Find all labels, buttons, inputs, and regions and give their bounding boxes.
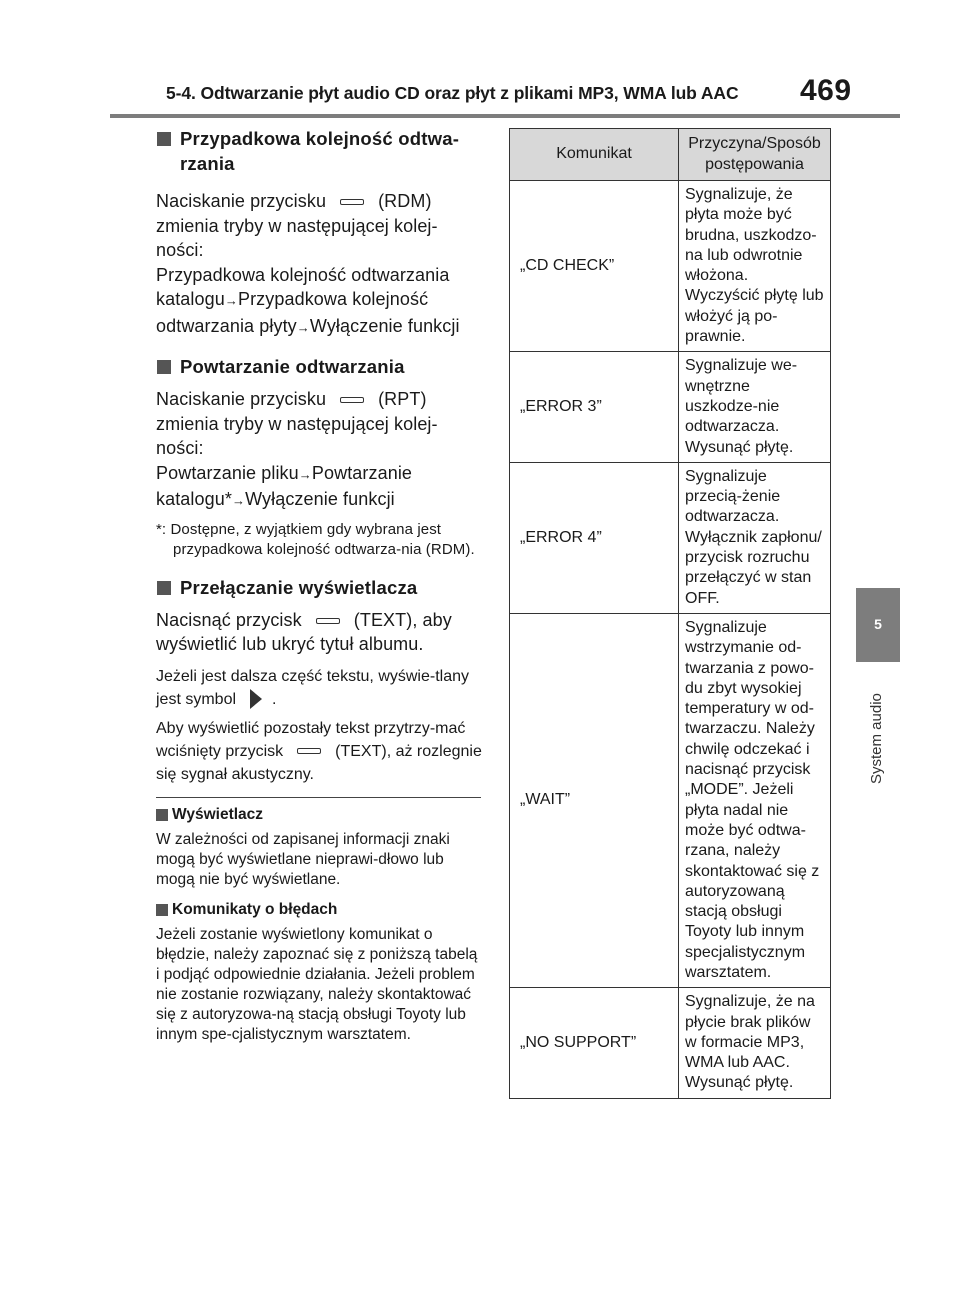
arrow-right-icon: → [231,493,246,508]
info-column [156,805,482,1045]
table-row [510,462,831,613]
square-bullet-icon [156,904,168,916]
chapter-label [866,672,888,792]
more-text-note: Jeżeli jest dalsza część tekstu, wyświe-tlany jest symbol . [156,667,469,708]
arrow-right-icon: → [298,466,312,482]
table-cell-cause: Sygnalizuje wstrzymanie od-twarzania z powo-du zbyt wysokiej temperatury w od-twarzaczu. Należy chwilę odczekać i nacisnąć przycisk „MODE”. Jeżeli płyta nadal nie może być odtwa-rzana, należy skontaktować się z autoryzowaną stacją obsługi Toyoty lub innym specjalistycznym warsztatem. [679,613,831,987]
table-header-message: Komunikat [510,129,679,181]
chapter-label-text: System audio [868,693,885,784]
table-cell-message: „ERROR 4” [510,462,679,613]
arrow-right-icon: → [296,319,310,335]
table-cell-cause: Sygnalizuje we-wnętrzne uszkodze-nie odtwarzacza. Wysunąć płytę. [679,352,831,462]
rdm-button-icon [340,199,364,205]
section-heading-display-switch: Przełączanie wyświetlacza [156,575,482,600]
section-heading-repeat: Powtarzanie odtwarzania [156,354,482,379]
error-messages-table [509,128,831,1099]
table-cell-message: „ERROR 3” [510,352,679,462]
info-heading-errors: Komunikaty o błędach [156,900,482,920]
arrow-right-icon: → [224,293,238,308]
page-number: 469 [800,74,852,107]
random-description: Naciskanie przycisku (RDM) zmienia tryby w następującej kolej-ności: [156,191,438,260]
chapter-number: 5 [874,616,882,632]
info-heading-display: Wyświetlacz [156,805,482,825]
square-bullet-icon [157,360,171,374]
table-cell-message: „NO SUPPORT” [510,988,679,1098]
table-cell-cause: Sygnalizuje, że płyta może być brudna, uszkodzo-na lub odwrotnie włożona. Wyczyścić płytę lub włożyć ją po-prawnie. [679,181,831,352]
repeat-modes: Powtarzanie pliku→Powtarzanie katalogu*→Wyłączenie funkcji [156,462,413,509]
info-text-display: W zależności od zapisanej informacji znaki mogą być wyświetlane nieprawi-dłowo lub mogą nie być wyświetlane. [156,831,450,888]
page-header-title: 5-4. Odtwarzanie płyt audio CD oraz płyt z plikami MP3, WMA lub AAC [166,83,739,103]
table-cell-cause: Sygnalizuje przecią-żenie odtwarzacza. Wyłącznik zapłonu/ przycisk rozruchu przełączyć w stan OFF. [679,462,831,613]
table-cell-cause: Sygnalizuje, że na płycie brak plików w formacie MP3, WMA lub AAC. Wysunąć płytę. [679,988,831,1098]
table-header-row [510,129,831,181]
table-cell-message: „WAIT” [510,613,679,987]
square-bullet-icon [157,581,171,595]
square-bullet-icon [157,132,171,146]
repeat-footnote: *: Dostępne, z wyjątkiem gdy wybrana jest przypadkowa kolejność odtwarza-nia (RDM). [156,520,475,558]
table-header-cause: Przyczyna/Sposób postępowania [679,129,831,181]
main-column [156,126,482,786]
scroll-text-note: Aby wyświetlić pozostały tekst przytrzy-mać wciśnięty przycisk (TEXT), aż rozlegnie się sygnał akustyczny. [156,719,482,783]
rpt-button-icon [340,397,364,403]
table-row [510,352,831,462]
info-text-errors: Jeżeli zostanie wyświetlony komunikat o błędzie, należy zapoznać się z poniższą tabelą i podjąć odpowiednie działania. Jeżeli problem nie zostanie rozwiązany, należy skontaktować się z autoryzowa-ną stacją obsługi Toyoty lub innym spe-cjalistycznym warsztatem. [156,926,478,1043]
table-row [510,613,831,987]
more-text-symbol-icon [250,689,262,709]
repeat-description: Naciskanie przycisku (RPT) zmienia tryby w następującej kolej-ności: [156,389,438,458]
text-button-icon [316,618,340,624]
display-switch-description: Nacisnąć przycisk (TEXT), aby wyświetlić lub ukryć tytuł albumu. [156,609,452,654]
header-rule [110,114,900,118]
text-button-icon [297,748,321,754]
section-heading-random: Przypadkowa kolejność odtwa-rzania [156,126,482,176]
section-divider [156,797,481,798]
table-cell-message: „CD CHECK” [510,181,679,352]
table-row [510,181,831,352]
square-bullet-icon [156,809,168,821]
table-row [510,988,831,1098]
random-modes: Przypadkowa kolejność odtwarzania katalogu→Przypadkowa kolejność odtwarzania płyty→Wyłączenie funkcji [156,264,460,336]
chapter-tab [856,588,900,662]
